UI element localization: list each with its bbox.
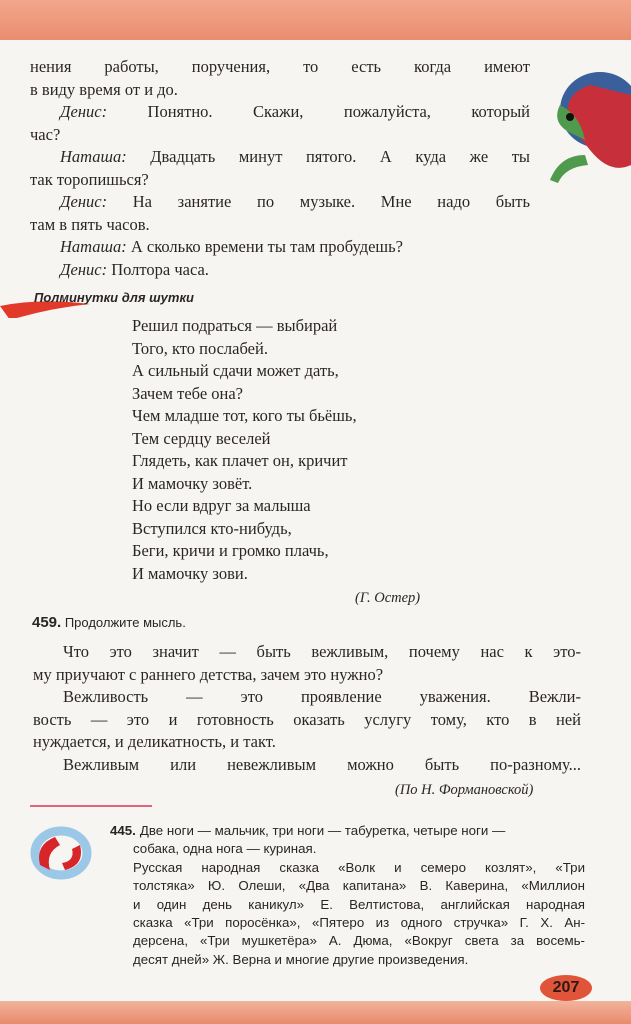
- dialogue-line: [30, 79, 530, 102]
- dialogue-text: Двадцать минут пятого. А куда же ты: [126, 147, 530, 166]
- answer-line: [133, 951, 585, 969]
- dialogue-line: [30, 169, 530, 192]
- poem-line: И мамочку зовёт.: [132, 473, 253, 493]
- mascot-illustration: [530, 55, 631, 185]
- dialogue-text: нения работы, поручения, то есть когда имеют: [30, 57, 530, 76]
- paragraph-line: Вежливым или невежливым можно быть по-разному...: [63, 754, 581, 774]
- dialogue-line: [30, 214, 530, 237]
- speaker-name: Денис:: [60, 259, 108, 279]
- answer-line: [133, 932, 585, 950]
- answer-text: Русская народная сказка «Волк и семеро козлят», «Три: [133, 859, 585, 875]
- answer-text: сказка «Три поросёнка», «Пятеро из одного стручка» Г. Х. Ан-: [133, 914, 585, 930]
- poem-line: Беги, кричи и громко плачь,: [132, 541, 329, 560]
- dialogue-line: [30, 146, 530, 169]
- dialogue-line: [30, 259, 530, 282]
- dialogue-line: [30, 236, 530, 259]
- paragraph: [33, 641, 581, 776]
- dialogue-line: [30, 101, 530, 124]
- dialogue: [30, 56, 530, 281]
- poem-line: Зачем тебе она?: [132, 383, 244, 403]
- dialogue-text: А сколько времени ты там пробудешь?: [126, 237, 403, 256]
- dialogue-text: На занятие по музыке. Мне надо быть: [107, 192, 530, 211]
- dialogue-text: час?: [30, 124, 61, 144]
- answer-text: толстяка» Ю. Олеши, «Два капитана» В. Каверина, «Миллион: [133, 878, 585, 894]
- poem-line: Решил подраться — выбирай: [132, 316, 338, 335]
- answer-line: [133, 859, 585, 877]
- paragraph-line: вость — это и готовность оказать услугу тому, кто в ней: [33, 709, 581, 729]
- answer-line: [133, 914, 585, 932]
- speaker-name: Наташа:: [60, 147, 127, 166]
- paragraph-line: му приучают с раннего детства, зачем это нужно?: [33, 664, 384, 684]
- answer-line: [110, 822, 585, 840]
- lifebuoy-icon: [30, 825, 92, 880]
- answer-445: [110, 822, 585, 969]
- dialogue-text: в виду время от и до.: [30, 79, 178, 99]
- section-heading: Полминутки для шутки: [34, 290, 194, 305]
- divider-line: [30, 805, 152, 807]
- dialogue-text: Понятно. Скажи, пожалуйста, который: [107, 102, 530, 121]
- bottom-decor-band: [0, 1001, 631, 1024]
- poem-line: Чем младше тот, кого ты бьёшь,: [132, 406, 357, 425]
- top-decor-band: [0, 0, 631, 40]
- poem: [132, 315, 357, 585]
- dialogue-text: там в пять часов.: [30, 214, 150, 234]
- dialogue-line: [30, 124, 530, 147]
- speaker-name: Наташа:: [60, 237, 127, 256]
- poem-line: Того, кто послабей.: [132, 338, 268, 358]
- exercise-task: Продолжите мысль.: [64, 615, 186, 630]
- answer-text: и один день каникул» Е. Велтистова, английская народная: [133, 896, 585, 912]
- paragraph-line: нуждается, и деликатность, и такт.: [33, 732, 276, 751]
- answer-line: [133, 896, 585, 914]
- dialogue-text: Полтора часа.: [107, 259, 209, 279]
- poem-line: Тем сердцу веселей: [132, 428, 271, 448]
- poem-line: Глядеть, как плачет он, кричит: [132, 451, 348, 470]
- dialogue-line: [30, 56, 530, 79]
- exercise-459: [32, 614, 186, 631]
- paragraph-line: Вежливость — это проявление уважения. Вежли-: [63, 687, 581, 706]
- poem-line: А сильный сдачи может дать,: [132, 361, 339, 380]
- page-number: 207: [540, 975, 592, 1001]
- dialogue-line: [30, 191, 530, 214]
- answer-number: 445.: [110, 823, 136, 838]
- answer-text: десят дней» Ж. Верна и многие другие произведения.: [133, 951, 469, 967]
- answer-line: [133, 877, 585, 895]
- dialogue-text: так торопишься?: [30, 169, 149, 189]
- exercise-number: 459.: [32, 614, 62, 631]
- answer-text: Две ноги — мальчик, три ноги — табуретка, четыре ноги —: [139, 823, 506, 838]
- paragraph-author: (По Н. Формановской): [395, 782, 534, 798]
- answer-text: дерсена, «Три мушкетёра» А. Дюма, «Вокруг света за восемь-: [133, 933, 585, 949]
- speaker-name: Денис:: [60, 102, 108, 121]
- poem-author: (Г. Остер): [355, 590, 421, 606]
- paragraph-line: Что это значит — быть вежливым, почему нас к это-: [63, 642, 581, 661]
- answer-line: [133, 840, 585, 858]
- poem-line: Вступился кто-нибудь,: [132, 518, 292, 538]
- answer-text: собака, одна нога — куриная.: [133, 841, 317, 857]
- poem-line: И мамочку зови.: [132, 563, 248, 583]
- speaker-name: Денис:: [60, 192, 108, 211]
- poem-line: Но если вдруг за малыша: [132, 496, 311, 515]
